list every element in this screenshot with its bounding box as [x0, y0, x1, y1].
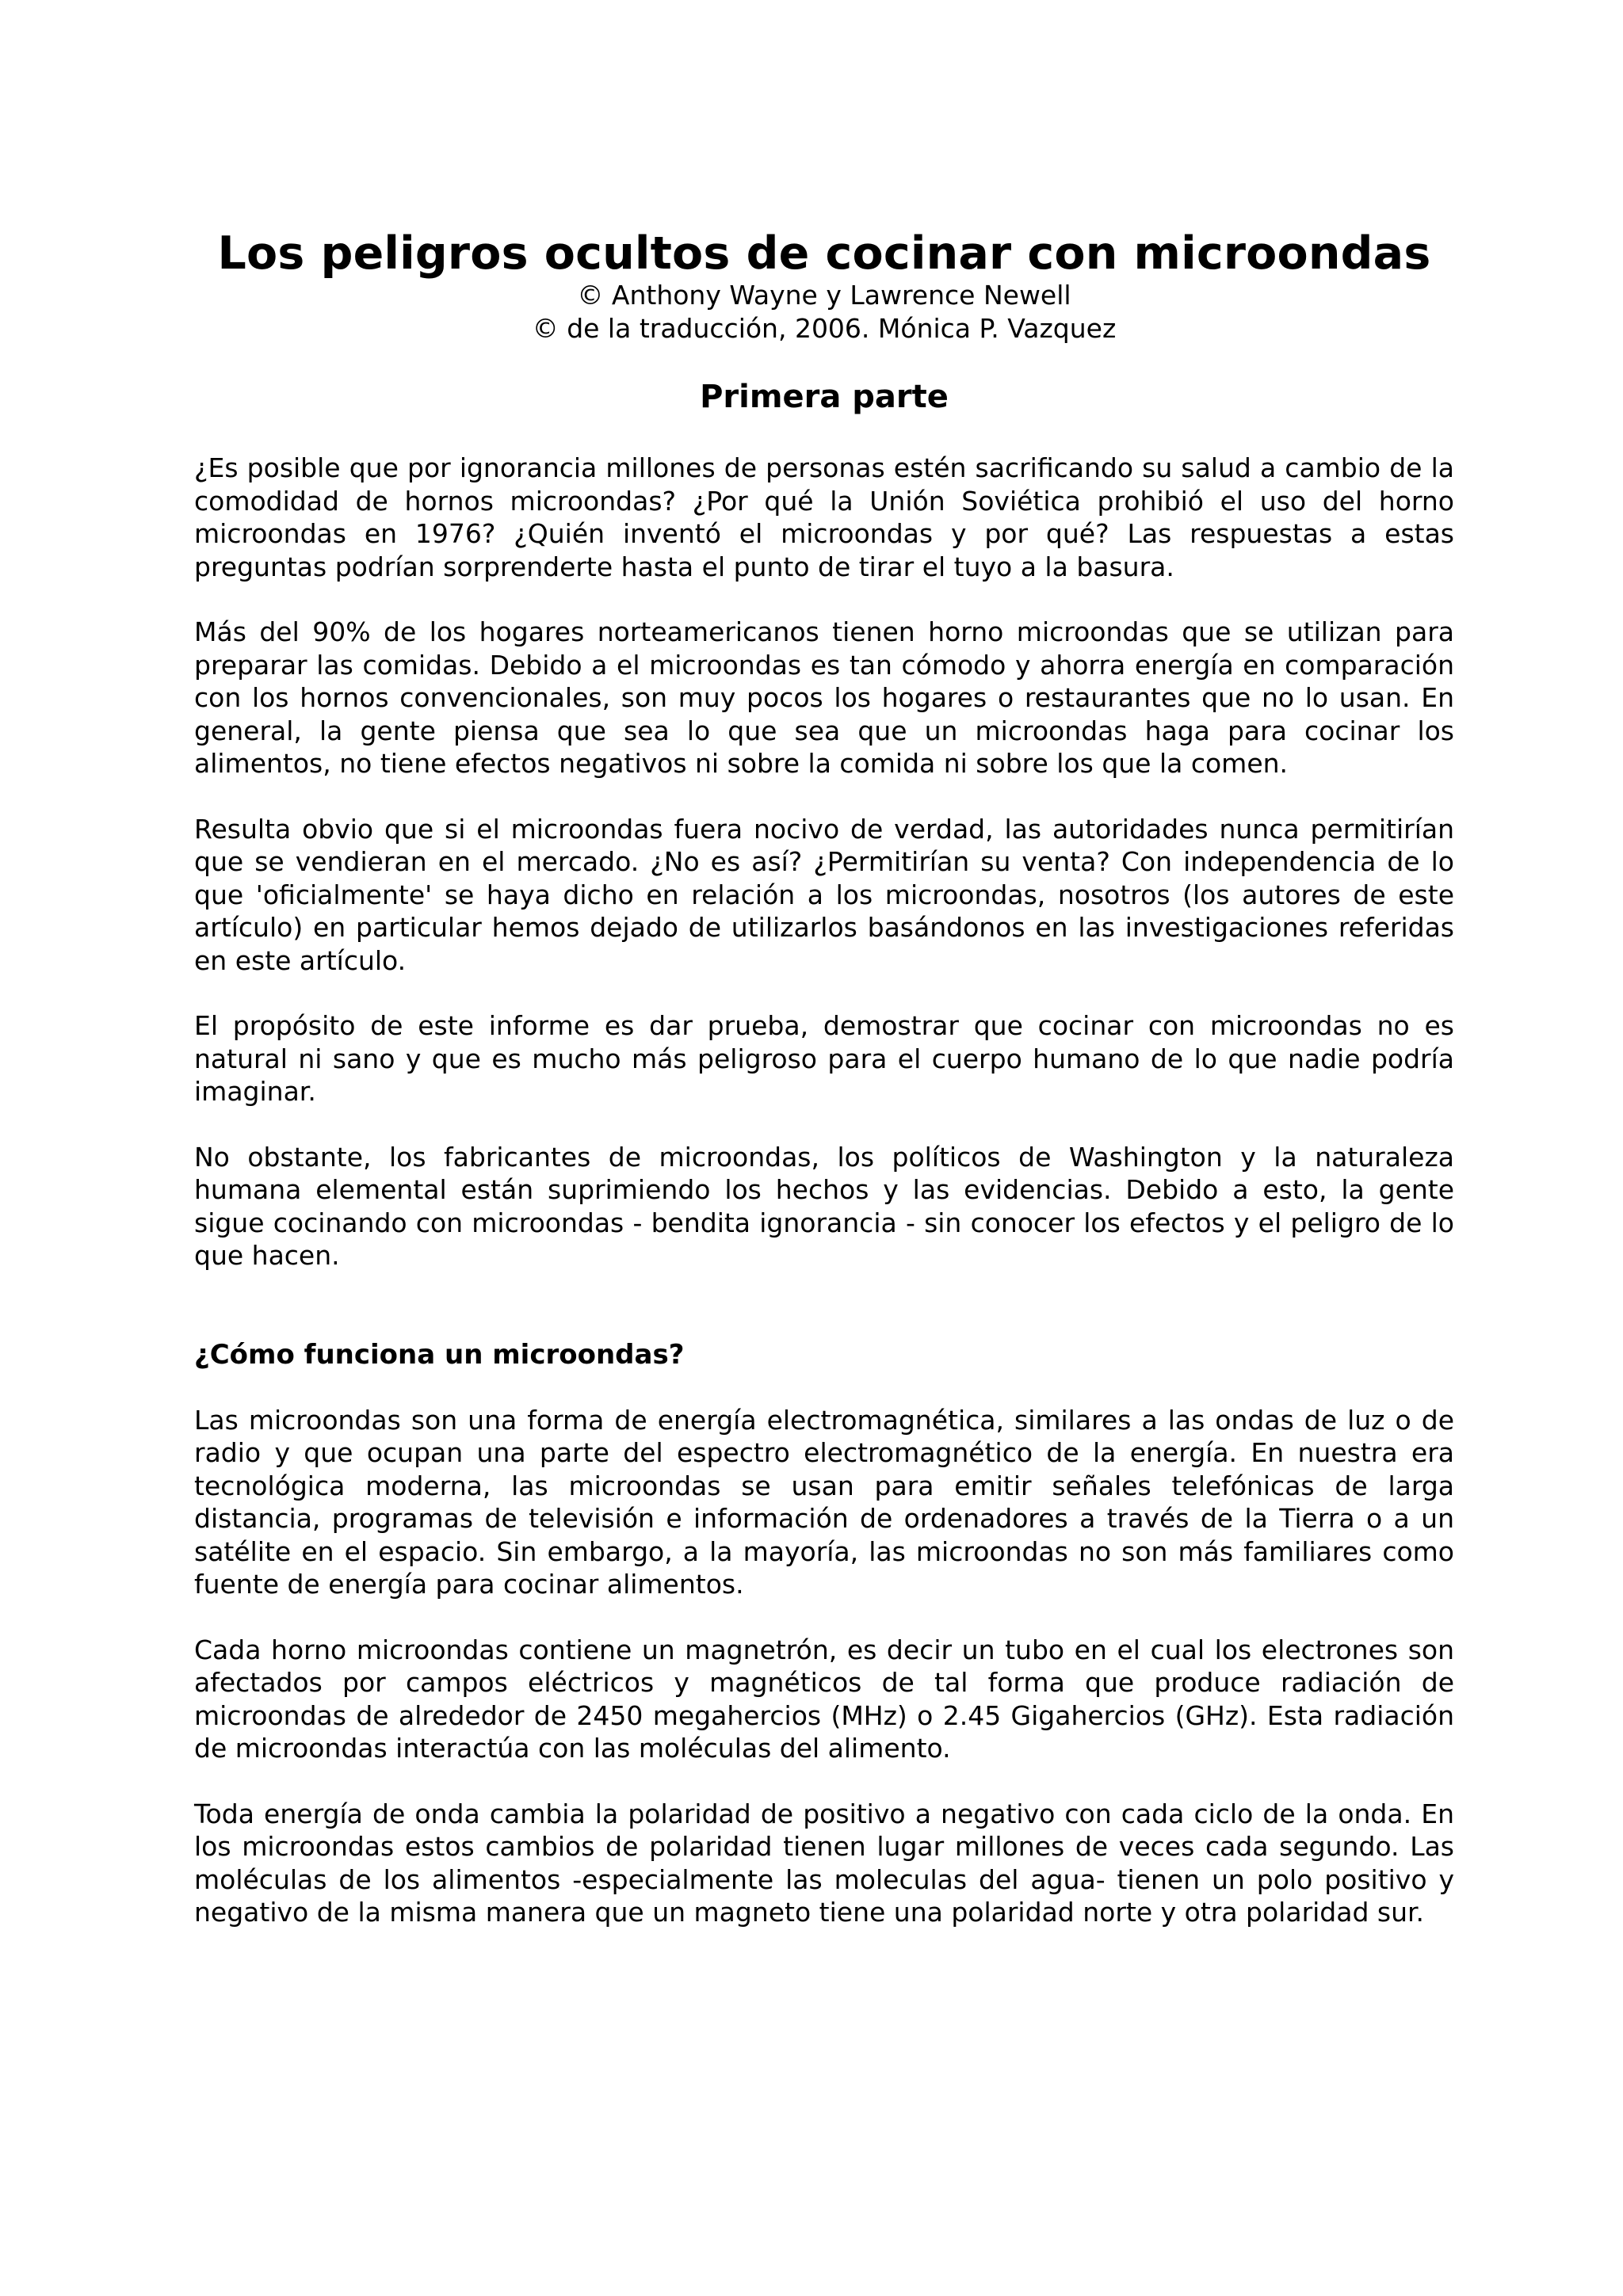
paragraph: Resulta obvio que si el microondas fuera nocivo de verdad, las autoridades nunca permitirían que se vendieran en el mercado. ¿No es así? ¿Permitirían su venta? Con independencia de lo que 'oficialmente' se haya dicho en relación a los microondas, nosotros (los autores de este artículo) en particular hemos dejado de utilizarlos basándonos en las investigaciones referidas en este artículo. — [194, 813, 1454, 976]
document-page — [194, 228, 1454, 1962]
paragraph: Más del 90% de los hogares norteamericanos tienen horno microondas que se utilizan para preparar las comidas. Debido a el microondas es tan cómodo y ahorra energía en comparación con los hornos convencionales, son muy pocos los hogares o restaurantes que no lo usan. En general, la gente piensa que sea lo que sea que un microondas haga para cocinar los alimentos, no tiene efectos negativos ni sobre la comida ni sobre los que la comen. — [194, 616, 1454, 779]
paragraph: No obstante, los fabricantes de microondas, los políticos de Washington y la naturaleza humana elemental están suprimiendo los hechos y las evidencias. Debido a esto, la gente sigue cocinando con microondas - bendita ignorancia - sin conocer los efectos y el peligro de lo que hacen. — [194, 1141, 1454, 1271]
paragraph: Cada horno microondas contiene un magnetrón, es decir un tubo en el cual los electrones son afectados por campos eléctricos y magnéticos de tal forma que produce radiación de microondas de alrededor de 2450 megahercios (MHz) o 2.45 Gigahercios (GHz). Esta radiación de microondas interactúa con las moléculas del alimento. — [194, 1634, 1454, 1764]
author-credit: © Anthony Wayne y Lawrence Newell — [577, 280, 1071, 311]
subheading: ¿Cómo funciona un microondas? — [194, 1338, 685, 1371]
paragraph: Toda energía de onda cambia la polaridad de positivo a negativo con cada ciclo de la onda. En los microondas estos cambios de polaridad tienen lugar millones de veces cada segundo. Las moléculas de los alimentos -especialmente las moleculas del agua- tienen un polo positivo y negativo de la misma manera que un magneto tiene una polaridad norte y otra polaridad sur. — [194, 1798, 1454, 1928]
section-title: Primera parte — [700, 379, 949, 415]
document-title: Los peligros ocultos de cocinar con microondas — [217, 227, 1431, 280]
translation-credit: © de la traducción, 2006. Mónica P. Vazquez — [532, 313, 1117, 344]
paragraph: El propósito de este informe es dar prueba, demostrar que cocinar con microondas no es natural ni sano y que es mucho más peligroso para el cuerpo humano de lo que nadie podría imaginar. — [194, 1010, 1454, 1107]
paragraph: Las microondas son una forma de energía electromagnética, similares a las ondas de luz o de radio y que ocupan una parte del espectro electromagnético de la energía. En nuestra era tecnológica moderna, las microondas se usan para emitir señales telefónicas de larga distancia, programas de televisión e información de ordenadores a través de la Tierra o a un satélite en el espacio. Sin embargo, a la mayoría, las microondas no son más familiares como fuente de energía para cocinar alimentos. — [194, 1404, 1454, 1600]
paragraph: ¿Es posible que por ignorancia millones de personas estén sacrificando su salud a cambio de la comodidad de hornos microondas? ¿Por qué la Unión Soviética prohibió el uso del horno microondas en 1976? ¿Quién inventó el microondas y por qué? Las respuestas a estas preguntas podrían sorprenderte hasta el punto de tirar el tuyo a la basura. — [194, 452, 1454, 582]
